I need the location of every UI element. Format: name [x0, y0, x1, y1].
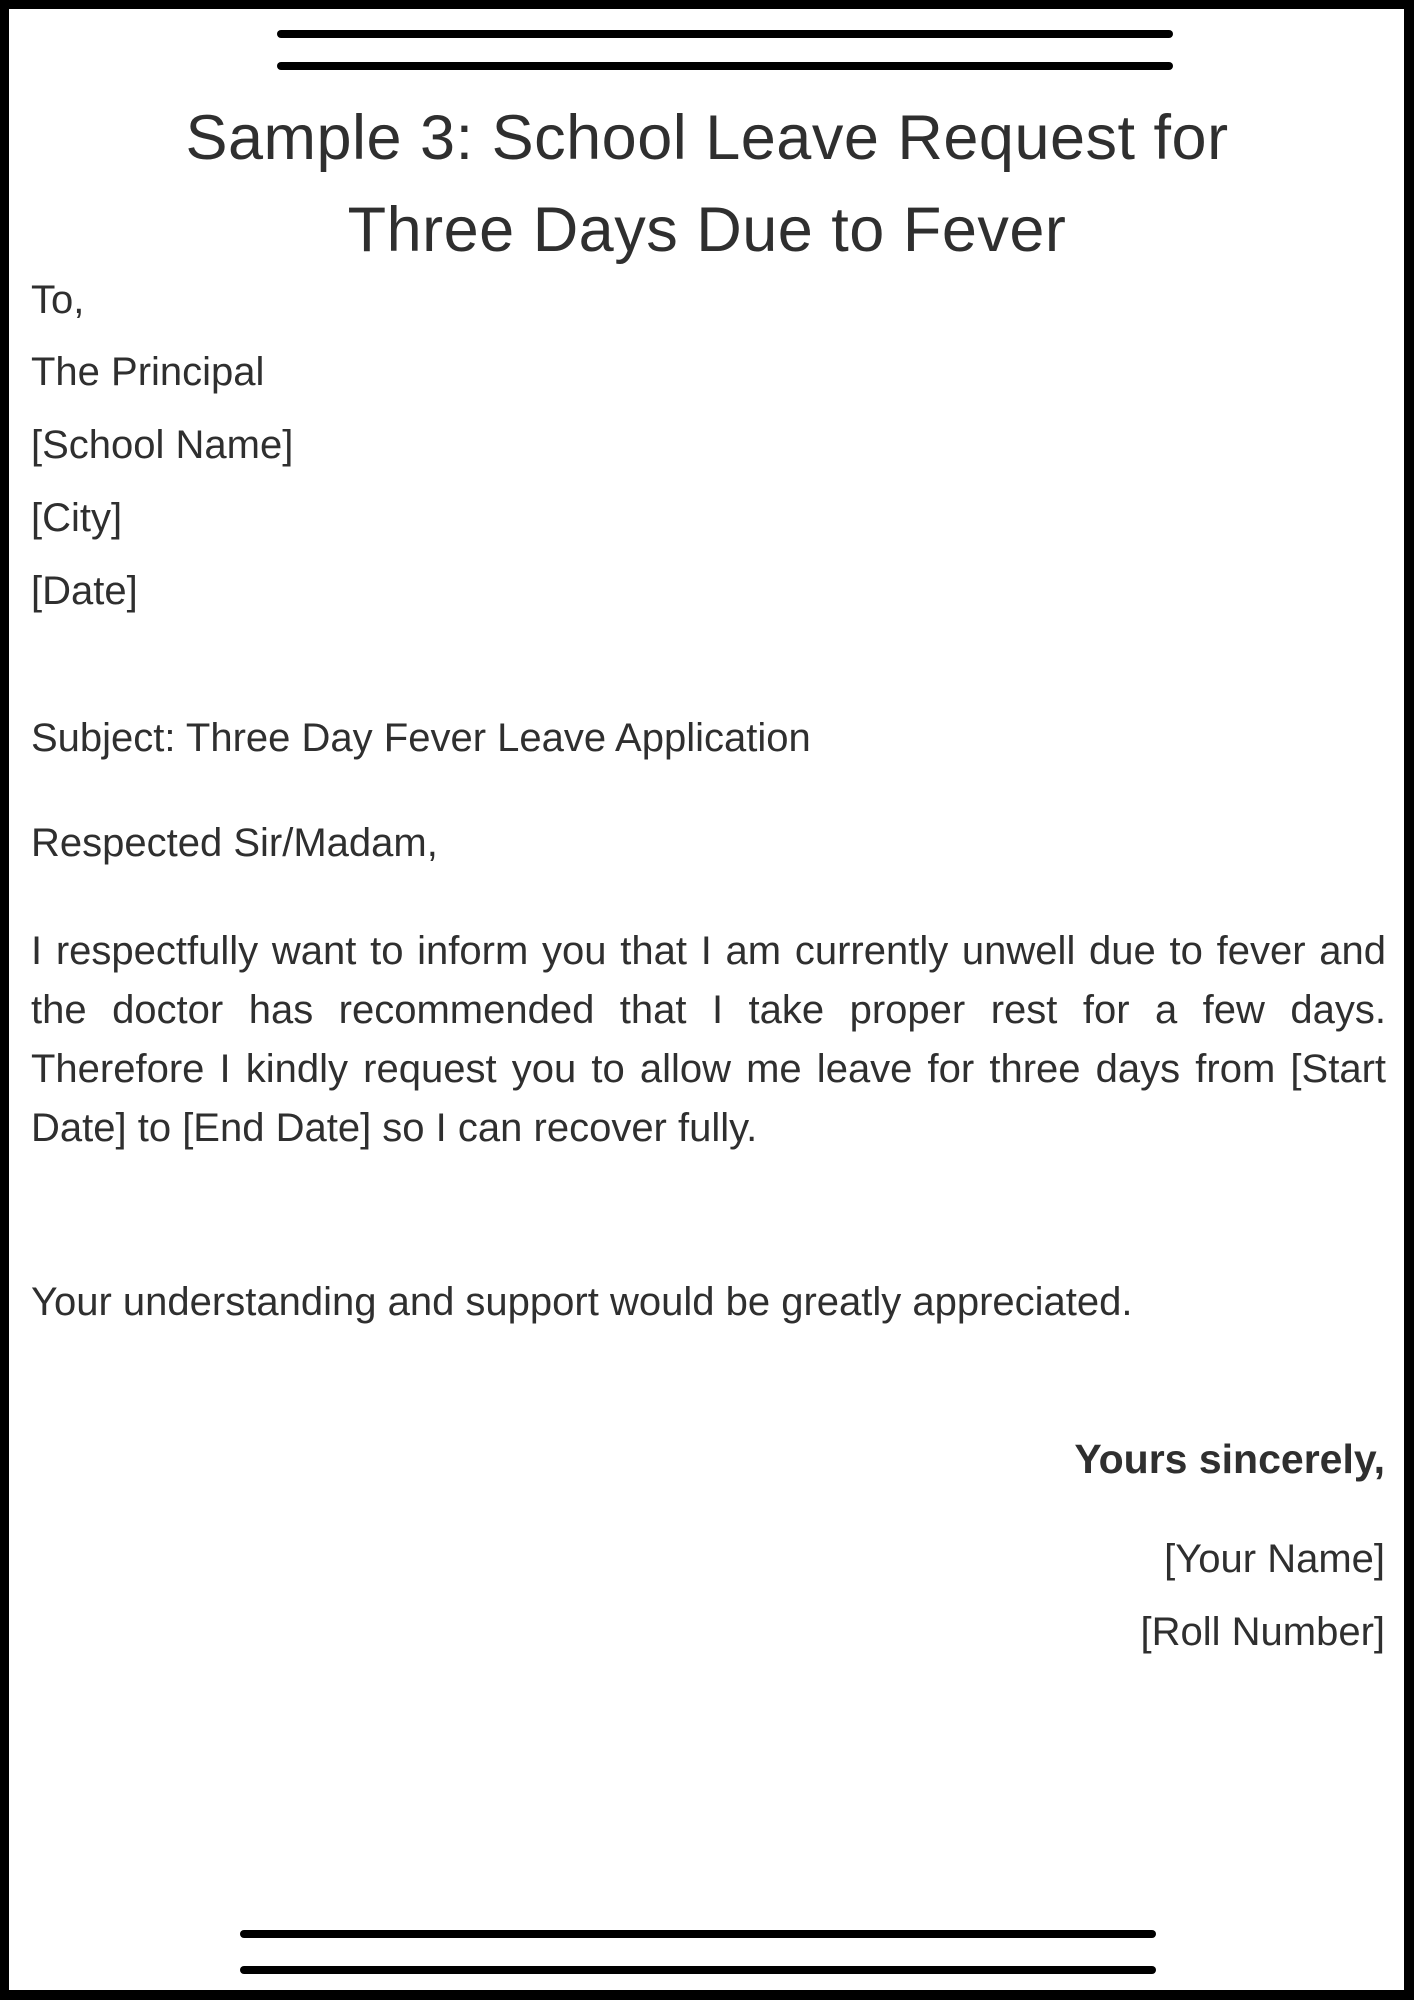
address-to: To, — [31, 278, 85, 322]
sign-off: Yours sincerely, — [1074, 1436, 1385, 1482]
page-title — [0, 92, 1414, 276]
closing-paragraph: Your understanding and support would be greatly appreciated. — [31, 1280, 1133, 1324]
subject-line: Subject: Three Day Fever Leave Application — [31, 716, 811, 760]
bottom-rule-2 — [240, 1966, 1156, 1974]
signature-name: [Your Name] — [1164, 1537, 1385, 1581]
signature-roll-number: [Roll Number] — [1140, 1610, 1385, 1654]
title-line-2: Three Days Due to Fever — [347, 195, 1067, 265]
address-school: [School Name] — [31, 423, 294, 467]
address-recipient: The Principal — [31, 350, 265, 394]
address-city: [City] — [31, 496, 123, 540]
title-line-1: Sample 3: School Leave Request for — [185, 103, 1229, 173]
top-rule-2 — [277, 62, 1173, 70]
bottom-rule-1 — [240, 1930, 1156, 1938]
top-rule-1 — [277, 30, 1173, 38]
address-date: [Date] — [31, 569, 138, 613]
body-paragraph: I respectfully want to inform you that I am currently unwell due to fever and the doctor has recommended that I take proper rest for a few days. Therefore I kindly request you to allow me leave for three days from [Start Date] to [End Date] so I can recover fully. — [31, 929, 1386, 1150]
salutation: Respected Sir/Madam, — [31, 821, 438, 865]
